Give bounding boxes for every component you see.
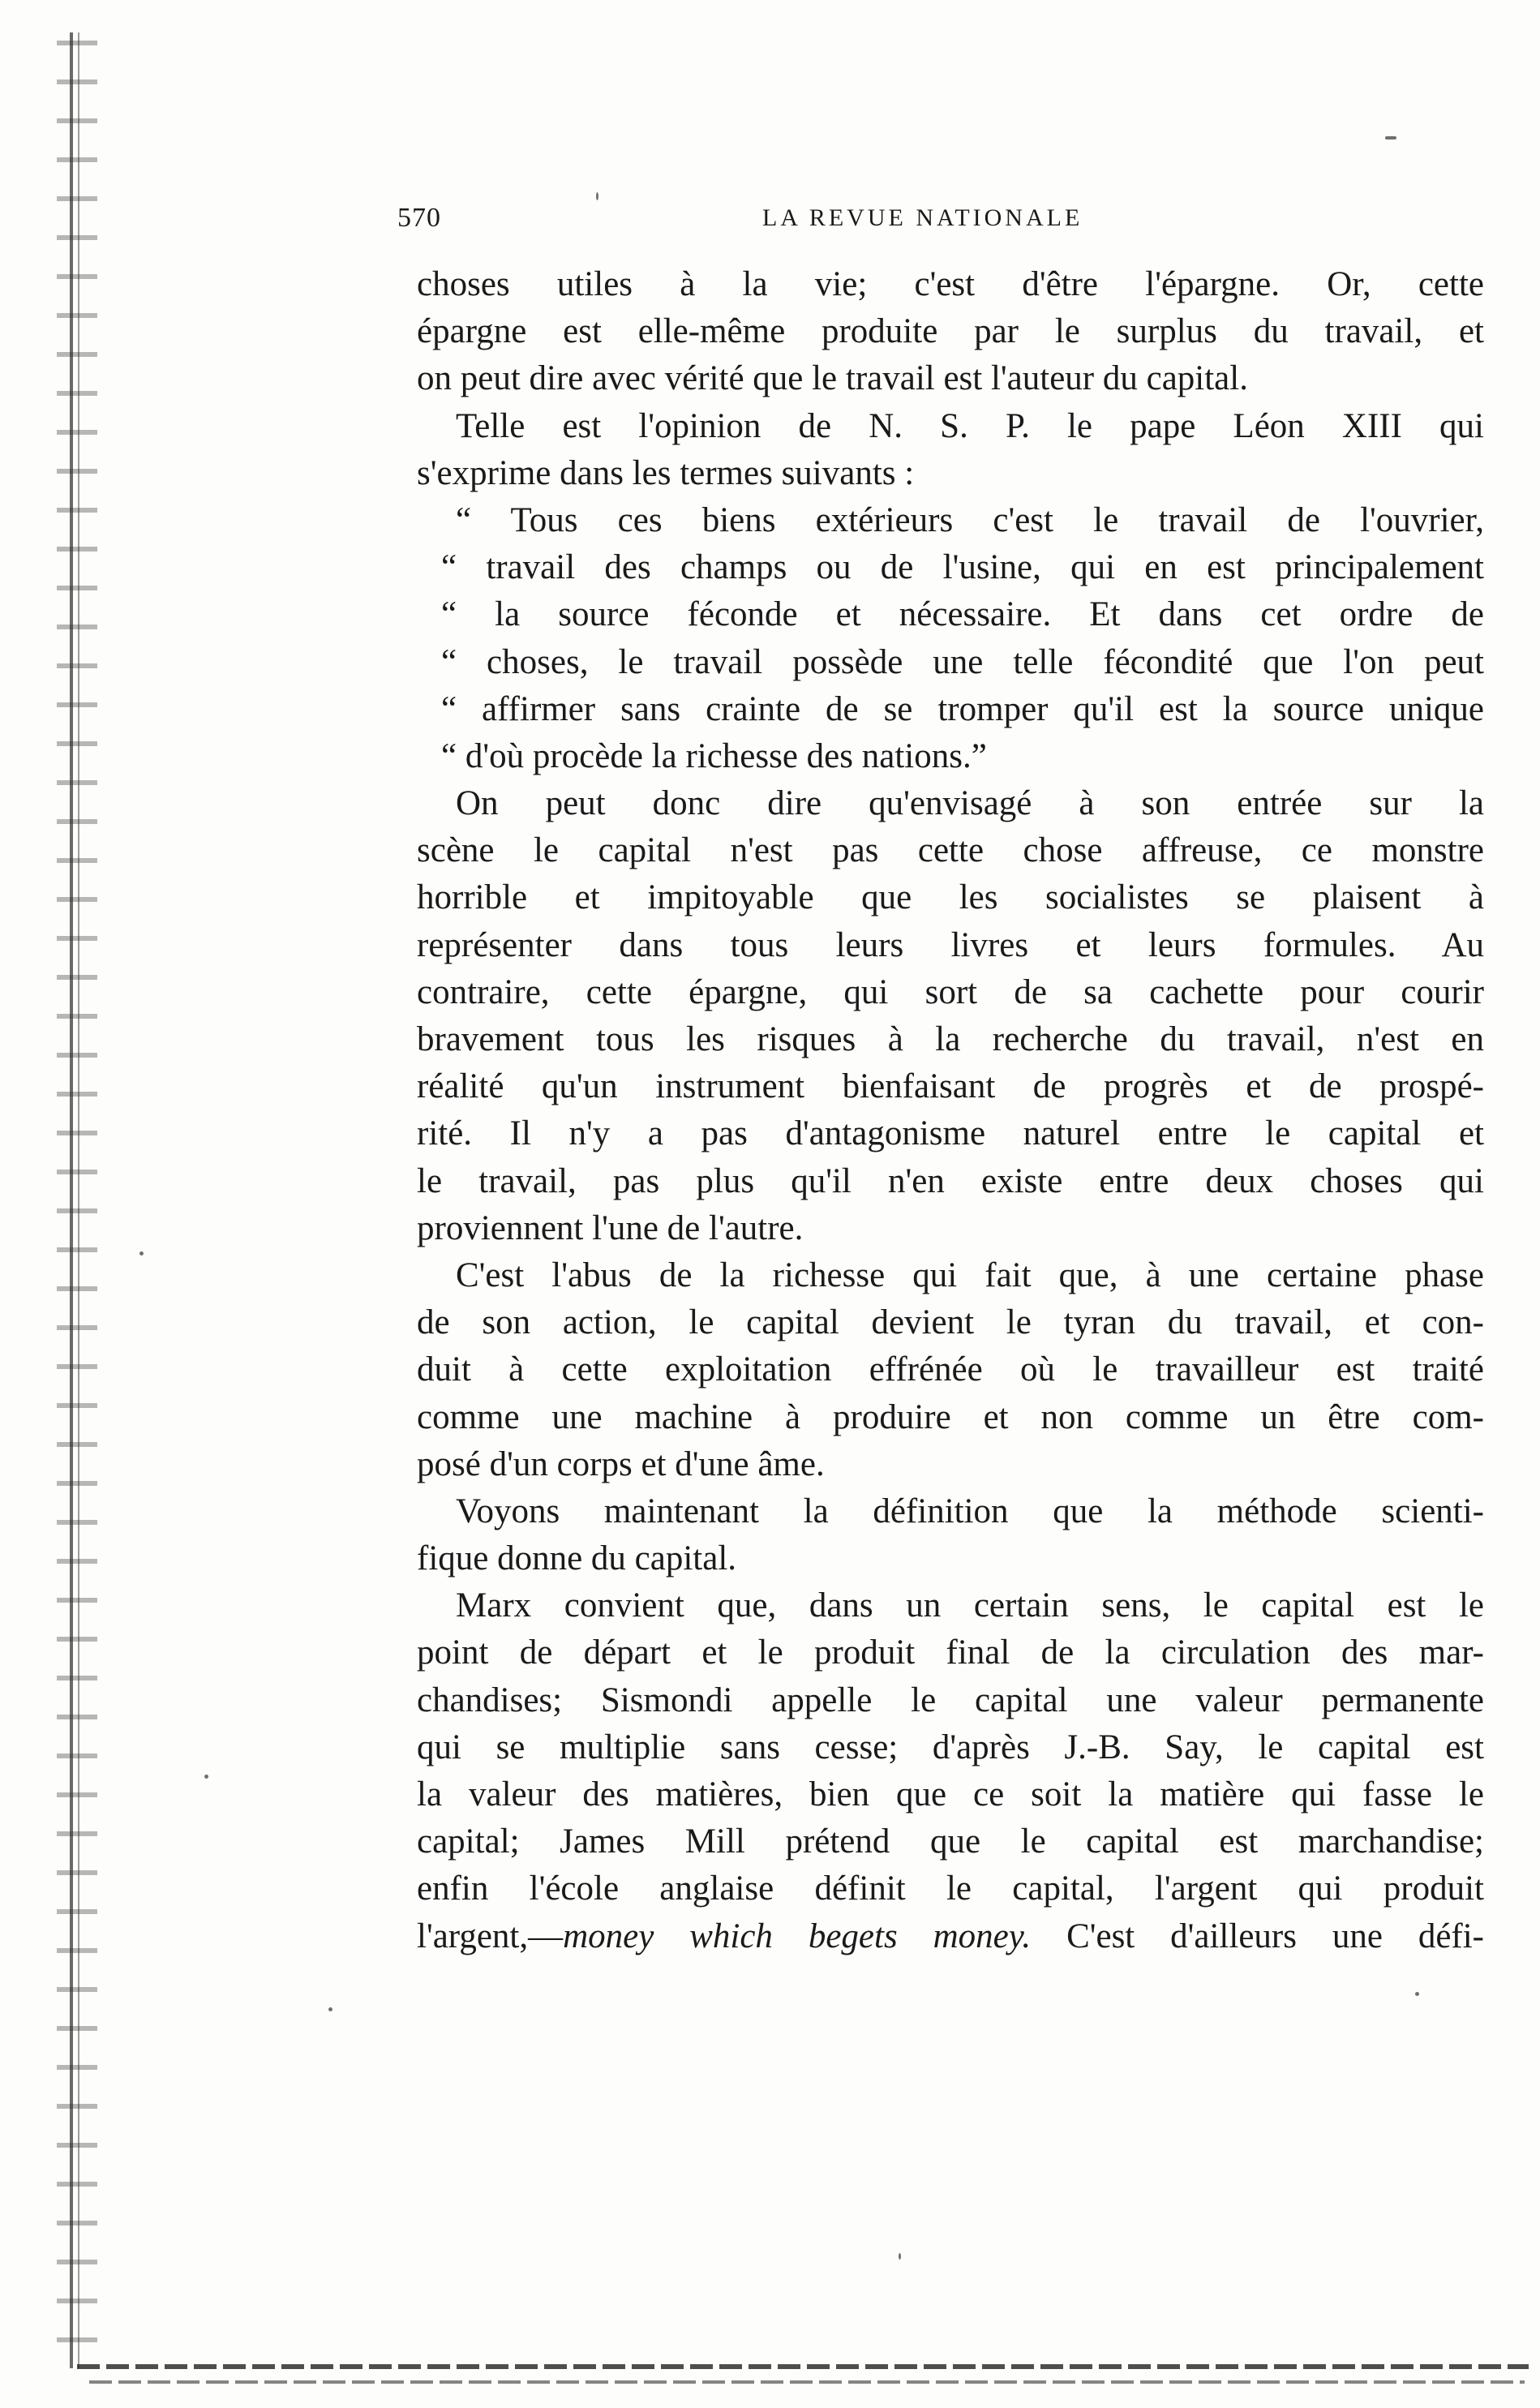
scan-speck (596, 192, 598, 200)
final-line-start: l'argent,— (417, 1917, 564, 1955)
text-line: on peut dire avec vérité que le travail est l'auteur du capital. (417, 359, 1248, 398)
text-line: contraire, cette épargne, qui sort de sa cachette pour courir (417, 972, 1484, 1011)
binding-line-artifact (78, 32, 79, 2368)
text-line: Marx convient que, dans un certain sens, le capital est le (456, 1586, 1484, 1625)
text-line: choses utiles à la vie; c'est d'être l'épargne. Or, cette (417, 265, 1484, 303)
text-line: posé d'un corps et d'une âme. (417, 1444, 825, 1483)
scan-speck (139, 1251, 144, 1256)
quote-line: “ affirmer sans crainte de se tromper qu'il est la source unique (441, 689, 1484, 728)
binding-edge-artifact (57, 24, 97, 2376)
text-line: représenter dans tous leurs livres et leurs formules. Au (417, 925, 1484, 964)
quote-line: “ la source féconde et nécessaire. Et dans cet ordre de (441, 595, 1484, 634)
text-line: horrible et impitoyable que les socialistes se plaisent à (417, 878, 1484, 917)
scan-speck (1385, 136, 1396, 140)
english-phrase: money which begets money. (563, 1917, 1032, 1955)
text-line: On peut donc dire qu'envisagé à son entrée sur la (456, 784, 1484, 823)
final-text-line (417, 1913, 1484, 1960)
text-line: point de départ et le produit final de la circulation des mar- (417, 1633, 1484, 1672)
text-line: la valeur des matières, bien que ce soit la matière qui fasse le (417, 1775, 1484, 1814)
text-line: rité. Il n'y a pas d'antagonisme naturel entre le capital et (417, 1114, 1484, 1153)
text-line: épargne est elle-même produite par le surplus du travail, et (417, 312, 1484, 351)
text-line: scène le capital n'est pas cette chose affreuse, ce monstre (417, 831, 1484, 870)
text-line: s'exprime dans les termes suivants : (417, 453, 915, 492)
text-line: enfin l'école anglaise définit le capital, l'argent qui produit (417, 1869, 1484, 1908)
quote-line: “ travail des champs ou de l'usine, qui en est principalement (441, 548, 1484, 587)
bottom-edge-artifact (77, 2364, 1529, 2369)
running-head (397, 203, 1484, 243)
quote-line: “ choses, le travail possède une telle fécondité que l'on peut (441, 642, 1484, 681)
text-line: chandises; Sismondi appelle le capital une valeur permanente (417, 1680, 1484, 1719)
bottom-edge-artifact (89, 2380, 1525, 2384)
text-line: le travail, pas plus qu'il n'en existe entre deux choses qui (417, 1161, 1484, 1200)
scan-speck (204, 1775, 208, 1779)
text-line: bravement tous les risques à la recherche du travail, n'est en (417, 1020, 1484, 1058)
body-text (417, 261, 1484, 1960)
journal-title: LA REVUE NATIONALE (762, 204, 1083, 231)
text-line: Voyons maintenant la définition que la méthode scienti- (456, 1492, 1484, 1530)
binding-line-artifact (70, 32, 73, 2368)
page-number: 570 (397, 203, 441, 233)
scan-speck (1415, 1992, 1419, 1996)
quote-line: “ Tous ces biens extérieurs c'est le travail de l'ouvrier, (456, 500, 1484, 539)
scan-speck (328, 2007, 332, 2011)
scan-speck (899, 2253, 901, 2260)
text-line: capital; James Mill prétend que le capital est marchandise; (417, 1822, 1484, 1861)
text-line: fique donne du capital. (417, 1539, 737, 1578)
text-line: de son action, le capital devient le tyran du travail, et con- (417, 1303, 1484, 1342)
final-line-end: C'est d'ailleurs une défi- (1031, 1917, 1484, 1955)
quote-line: “ d'où procède la richesse des nations.” (441, 736, 987, 775)
text-line: Telle est l'opinion de N. S. P. le pape Léon XIII qui (456, 406, 1484, 445)
text-line: duit à cette exploitation effrénée où le travailleur est traité (417, 1350, 1484, 1389)
text-line: réalité qu'un instrument bienfaisant de progrès et de prospé- (417, 1067, 1484, 1106)
text-line: proviennent l'une de l'autre. (417, 1208, 804, 1247)
text-line: C'est l'abus de la richesse qui fait que, à une certaine phase (456, 1256, 1484, 1294)
text-line: qui se multiplie sans cesse; d'après J.-B. Say, le capital est (417, 1728, 1484, 1766)
text-line: comme une machine à produire et non comme un être com- (417, 1397, 1484, 1436)
